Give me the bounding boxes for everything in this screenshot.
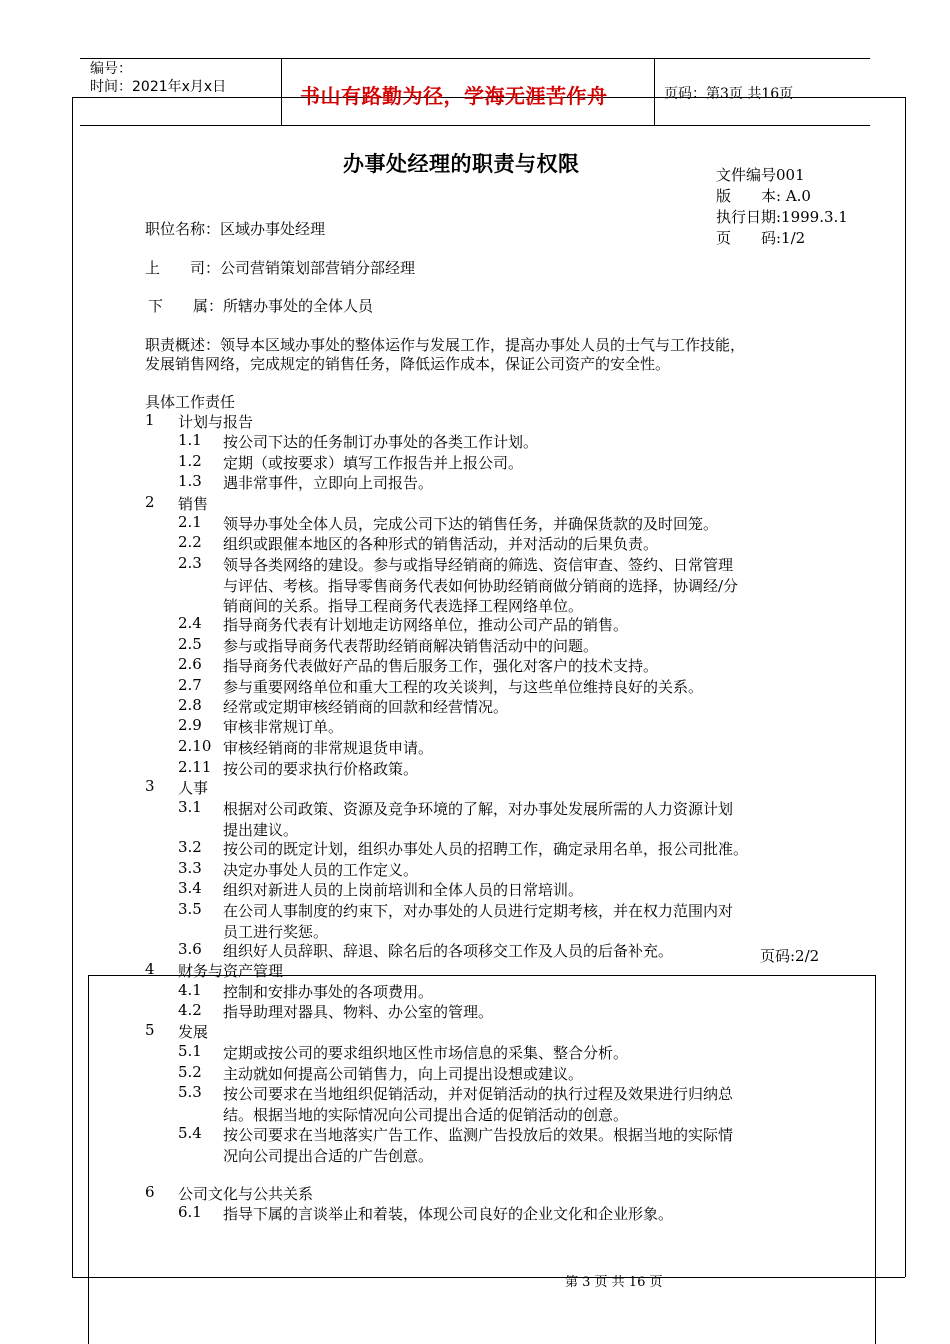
header-top-rule [80, 58, 870, 59]
section-title: 公司文化与公共关系 [178, 1185, 314, 1203]
page2-frame-right [875, 975, 876, 1344]
item-text-line: 遇非常事件，立即向上司报告。 [223, 474, 434, 492]
header-divider-2 [654, 58, 655, 125]
item-text-line: 结。根据当地的实际情况向公司提出合适的促销活动的创意。 [223, 1105, 629, 1124]
section-number: 2 [145, 493, 155, 511]
page1-frame-right [905, 97, 906, 1277]
item-text-line: 况向公司提出合适的广告创意。 [223, 1146, 434, 1165]
item-number: 3.1 [178, 798, 202, 816]
item-number: 1.2 [178, 452, 202, 470]
meta-page: 页 码:1/2 [716, 229, 806, 247]
item-text-line: 指导商务代表做好产品的售后服务工作，强化对客户的技术支持。 [223, 657, 659, 675]
subordinates: 下 属：所辖办事处的全体人员 [148, 297, 374, 315]
item-text-line: 定期（或按要求）填写工作报告并上报公司。 [223, 454, 524, 472]
item-number: 2.7 [178, 676, 202, 694]
item-number: 5.1 [178, 1042, 202, 1060]
item-text-line: 指导商务代表有计划地走访网络单位，推动公司产品的销售。 [223, 616, 629, 634]
section-number: 6 [145, 1183, 155, 1201]
item-number: 3.5 [178, 900, 202, 918]
header-number-label: 编号： [90, 61, 132, 77]
meta-effective-date: 执行日期:1999.3.1 [716, 208, 848, 226]
item-text-line: 按公司的既定计划，组织办事处人员的招聘工作，确定录用名单，报公司批准。 [223, 840, 749, 858]
item-number: 2.4 [178, 614, 202, 632]
item-text-line: 经常或定期审核经销商的回款和经营情况。 [223, 698, 509, 716]
item-number: 1.1 [178, 431, 202, 449]
item-number: 3.4 [178, 879, 202, 897]
item-number: 3.6 [178, 940, 202, 958]
item-number: 2.9 [178, 716, 202, 734]
summary-line-2: 发展销售网络，完成规定的销售任务，降低运作成本，保证公司资产的安全性。 [145, 355, 671, 373]
page2-marker: 页码:2/2 [760, 947, 820, 965]
item-number: 6.1 [178, 1203, 202, 1221]
responsibilities-heading: 具体工作责任 [145, 393, 236, 411]
item-text-line: 领导办事处全体人员，完成公司下达的销售任务，并确保货款的及时回笼。 [223, 515, 719, 533]
item-text-line: 决定办事处人员的工作定义。 [223, 861, 419, 879]
section-title: 销售 [178, 495, 209, 513]
item-text-line: 按公司要求在当地落实广告工作、监测广告投放后的效果。根据当地的实际情 [223, 1126, 734, 1144]
item-number: 4.2 [178, 1001, 202, 1019]
item-text-line: 销商间的关系。指导工程商务代表选择工程网络单位。 [223, 597, 584, 615]
document-title: 办事处经理的职责与权限 [343, 151, 580, 176]
section-title: 计划与报告 [178, 413, 254, 431]
meta-version: 版 本: A.0 [716, 187, 811, 205]
section-number: 1 [145, 411, 155, 429]
item-number: 2.11 [178, 758, 212, 776]
item-number: 2.6 [178, 655, 202, 673]
section-title: 发展 [178, 1023, 209, 1041]
item-text-line: 指导下属的言谈举止和着装，体现公司良好的企业文化和企业形象。 [223, 1205, 674, 1223]
meta-file-no: 文件编号001 [716, 166, 805, 184]
header-motto: 书山有路勤为径，学海无涯苦作舟 [300, 84, 608, 108]
item-text-line: 参与或指导商务代表帮助经销商解决销售活动中的问题。 [223, 637, 599, 655]
item-number: 5.4 [178, 1124, 202, 1142]
item-text-line: 在公司人事制度的约束下，对办事处的人员进行定期考核，并在权力范围内对 [223, 902, 734, 920]
header-divider-1 [281, 58, 282, 125]
item-number: 2.2 [178, 533, 202, 551]
item-number: 5.2 [178, 1063, 202, 1081]
footer-page-number: 第 3 页 共 16 页 [565, 1275, 663, 1290]
item-number: 2.5 [178, 635, 202, 653]
item-number: 1.3 [178, 472, 202, 490]
page1-frame-left [72, 97, 73, 1277]
superior: 上 司：公司营销策划部营销分部经理 [145, 259, 416, 277]
header-bottom-rule [80, 125, 870, 126]
item-text-line: 根据对公司政策、资源及竞争环境的了解，对办事处发展所需的人力资源计划 [223, 800, 734, 818]
item-text-line: 参与重要网络单位和重大工程的攻关谈判，与这些单位维持良好的关系。 [223, 678, 704, 696]
page2-frame-left [88, 975, 89, 1344]
item-text-line: 按公司的要求执行价格政策。 [223, 760, 419, 778]
item-number: 3.2 [178, 838, 202, 856]
section-number: 3 [145, 777, 155, 795]
page1-frame-bottom [72, 1277, 905, 1278]
section-number: 4 [145, 960, 155, 978]
header-time-label: 时间：2021年x月x日 [90, 79, 227, 95]
position-name: 职位名称：区域办事处经理 [145, 220, 326, 238]
item-number: 5.3 [178, 1083, 202, 1101]
section-title: 财务与资产管理 [178, 962, 284, 980]
summary-line-1: 职责概述：领导本区域办事处的整体运作与发展工作，提高办事处人员的士气与工作技能， [145, 336, 746, 354]
item-text-line: 组织好人员辞职、辞退、除名后的各项移交工作及人员的后备补充。 [223, 942, 674, 960]
item-text-line: 审核经销商的非常规退货申请。 [223, 739, 434, 757]
item-text-line: 指导助理对器具、物料、办公室的管理。 [223, 1003, 494, 1021]
item-number: 2.3 [178, 554, 202, 572]
item-text-line: 定期或按公司的要求组织地区性市场信息的采集、整合分析。 [223, 1044, 629, 1062]
item-text-line: 组织对新进人员的上岗前培训和全体人员的日常培训。 [223, 881, 584, 899]
item-number: 4.1 [178, 981, 202, 999]
item-text-line: 控制和安排办事处的各项费用。 [223, 983, 434, 1001]
header-page-label: 页码：第3页 共16页 [664, 86, 794, 102]
item-text-line: 领导各类网络的建设。参与或指导经销商的筛选、资信审查、签约、日常管理 [223, 556, 734, 574]
item-text-line: 提出建议。 [223, 820, 299, 839]
item-number: 2.1 [178, 513, 202, 531]
item-text-line: 组织或跟催本地区的各种形式的销售活动，并对活动的后果负责。 [223, 535, 659, 553]
item-number: 3.3 [178, 859, 202, 877]
item-text-line: 与评估、考核。指导零售商务代表如何协助经销商做分销商的选择，协调经/分 [223, 576, 739, 595]
item-text-line: 按公司下达的任务制订办事处的各类工作计划。 [223, 433, 539, 451]
item-text-line: 员工进行奖惩。 [223, 922, 329, 941]
item-text-line: 主动就如何提高公司销售力，向上司提出设想或建议。 [223, 1065, 584, 1083]
section-title: 人事 [178, 779, 209, 797]
item-number: 2.10 [178, 737, 212, 755]
item-text-line: 按公司要求在当地组织促销活动，并对促销活动的执行过程及效果进行归纳总 [223, 1085, 734, 1103]
section-number: 5 [145, 1021, 155, 1039]
item-text-line: 审核非常规订单。 [223, 718, 344, 736]
item-number: 2.8 [178, 696, 202, 714]
